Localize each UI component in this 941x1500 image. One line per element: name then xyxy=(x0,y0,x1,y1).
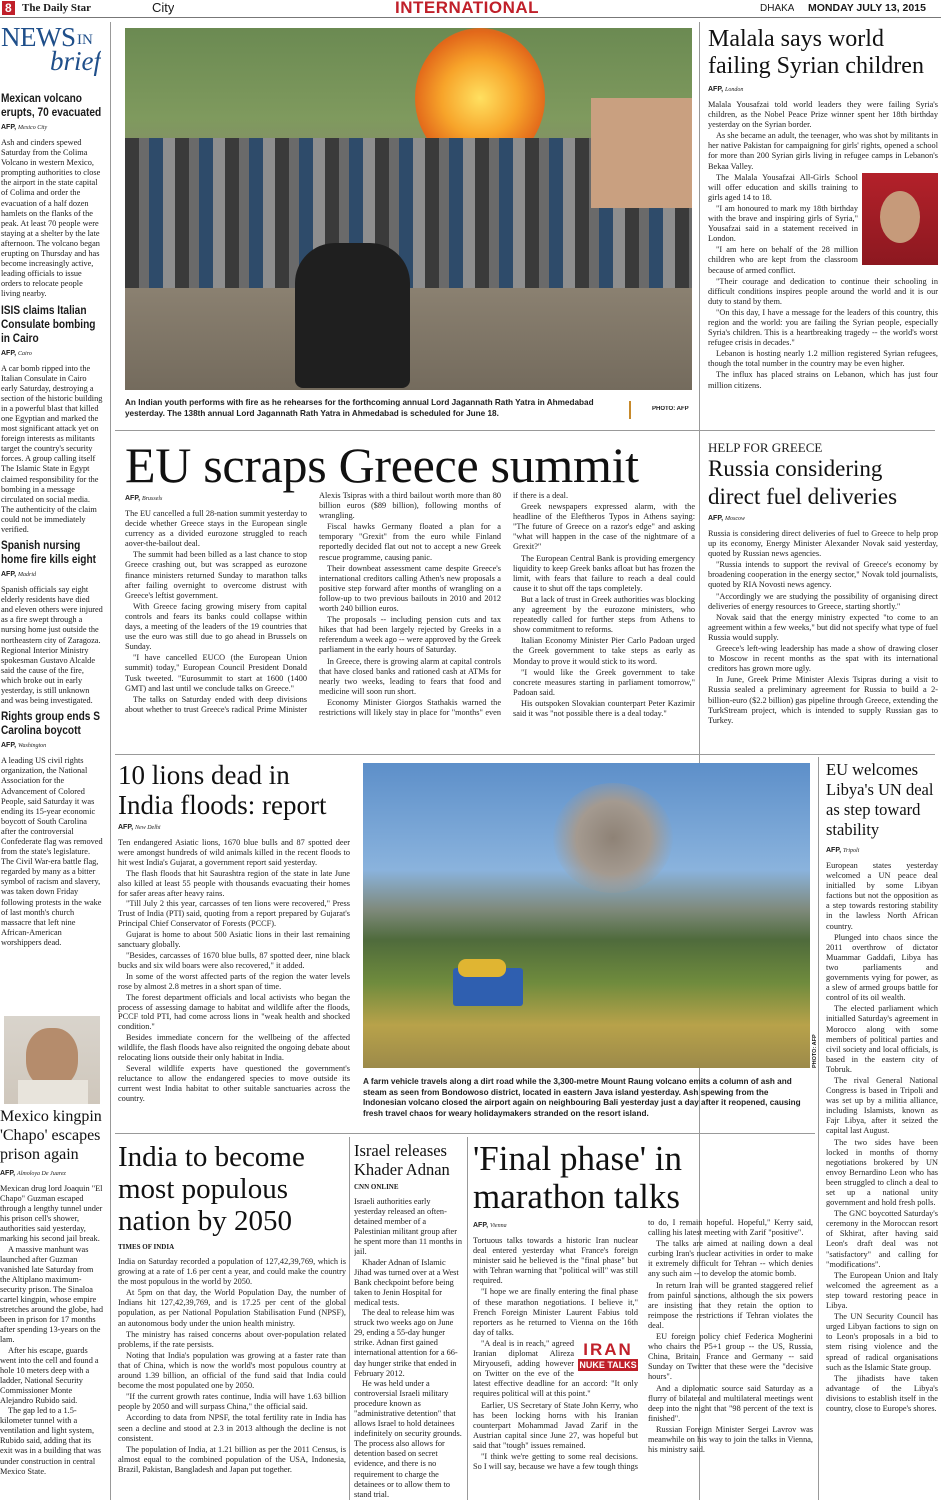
lions-byline: AFP, New Delhi xyxy=(118,824,161,831)
russia-headline: Russia considering direct fuel deliveries xyxy=(708,456,898,509)
photo1-caption: An Indian youth performs with fire as he rehearses for the forthcoming annual Lord Jagannath Rath Yatra in Ahmedabad yesterday. The 138th annual Lord Jagannath Rath Yatra in Ahmedabad is scheduled for June 18. xyxy=(125,398,594,418)
brief-2-headline: ISIS claims Italian Consulate bombing in Cairo xyxy=(1,304,96,345)
volcano-photo xyxy=(363,763,810,1068)
ash-plume xyxy=(553,783,673,893)
iran-headline: 'Final phase' in marathon talks xyxy=(473,1140,682,1216)
russia-byline: AFP, Moscow xyxy=(708,515,746,522)
paper-name: The Daily Star xyxy=(22,2,92,14)
eu-headline: EU scraps Greece summit xyxy=(125,437,639,493)
brief-3-text: Spanish officials say eight elderly residents have died and eleven others were injured as a fire swept through a nursing home just outside the northeastern city of Zaragoza. Regional Interior Ministry spokesman Gustavo Alcalde said the cause of the fire, which broke out in early yesterday, is still unknown and was being investigated. xyxy=(1,585,103,706)
fire-breather-photo xyxy=(125,28,692,390)
iran-byline: AFP, Vienna xyxy=(473,1222,507,1229)
photo2-caption: A farm vehicle travels along a dirt road while the 3,300-metre Mount Raung volcano emits a column of ash and steam as seen from Bondowoso district, located in eastern Java island yesterday. Ash spewing from the Indonesian volcano closed the airport again on neighbouring Bali yesterday just a day after it reopened, causing fresh travel chaos for weary holidaymakers stranded on the resort island. xyxy=(363,1077,801,1118)
brief-4-text: A leading US civil rights organization, the National Association for the Advancement of Colored People, said Saturday it was ending its 15-year economic boycott of South Carolina after the controversial Confederate flag was removed from the state's legislature. The Civil War-era battle flag, regarded by many as a bitter symbol of racism and slavery, was taken down Friday following protests in the wake of last month's church massacre that left nine African-American worshippers dead. xyxy=(1,756,103,947)
page-number: 8 xyxy=(2,1,15,15)
section-title: INTERNATIONAL xyxy=(395,0,540,17)
libya-body: European states yesterday welcomed a UN peace deal initialled by some Libyan factions but not the opposition as a step towards restoring stability in the lawless North African country. Plunged into chaos since the 2011 overthrow of dictator Muammar Gaddafi, Libya has two parliaments and governments vying for power, as a slew of armed groups battle for control of its oil wealth. The elected parliament which initialled Saturday's agreement in Morocco along with some members of political parties and civil society and local officials, is based in the eastern city of Tobruk. The rival General National Congress is based in Tripoli and was set up by a militia alliance, including Islamists, known as Fajr Libya, after it seized the capital last August. The two sides have been locked in months of thorny negotiations brokered by UN envoy Bernardino Leon who has been struggled to clinch a deal to set up a national unity government and hold fresh polls. The GNC boycotted Saturday's ceremony in the Moroccan resort of Skhirat, after having said Leon's draft deal was not "satisfactory" and calling for "modifications". The European Union and Italy welcomed the agreement as a step toward restoring peace in Libya. The UN Security Council has urged Libyan factions to sign on to Leon's proposals in a bid to stem rising violence and the spread of radical organisations such as the Islamic State group. The jihadists have taken advantage of the Libya's divisions to establish itself in the country, close to Europe's shores. xyxy=(826,861,938,1413)
photo2-credit: PHOTO: AFP xyxy=(812,1034,818,1068)
brief-1-byline: AFP, Mexico City xyxy=(1,124,48,131)
malala-body: Malala Yousafzai told world leaders they were failing Syria's children, as the Nobel Peace Prize winner spent her 18th birthday yesterday on the Syrian border. As she became an adult, the teenager, who was shot by militants in her native Pakistan for campaigning for girls' rights, opened a school for more than 200 Syrian girls living in refugee camps in Lebanon's Bekaa Valley. The Malala Yousafzai All-Girls School will offer education and skills training to girls aged 14 to 18. "I am honoured to mark my 18th birthday with the brave and inspiring girls of Syria," Yousafzai said in a statement received in London. "I am here on behalf of the 28 million children who are kept from the classroom because of armed conflict. "Their courage and dedication to continue their schooling in difficult conditions inspires people around the world and it is our duty to stand by them. "On this day, I have a message for the leaders of this country, this region and the world: you are failing the Syrian people, especially Syria's children. This is a heartbreaking tragedy -- the world's worst refugee crisis in decades." Lebanon is hosting nearly 1.2 million registered Syrian refugees, though the total number in the country may be even higher. The influx has placed strains on Lebanon, which has just four million citizens. xyxy=(708,100,938,390)
lions-body: Ten endangered Asiatic lions, 1670 blue bulls and 87 spotted deer were amongst hundreds of wild animals killed in the recent floods to hit west India's Gujarat, a government report said yesterday. The flash floods that hit Saurashtra region of the state in late June also killed at least 55 people with thousands evacuating their homes for safer areas after heavy rains. "Till July 2 this year, carcasses of ten lions were recovered," Press Trust of India (PTI) said, quoting from a report prepared by Gujarat's Principal Chief Conservator of Forests (PCCF). Gujarat is home to about 500 Asiatic lions in their last remaining sanctuary globally. "Besides, carcasses of 1670 blue bulls, 87 spotted deer, nine black bucks and six wild boars were also recovered," it added. In some of the worst affected parts of the region the water levels rose by almost 2.8 metres in a short span of time. The forest department officials and local activists who began the process of assessing damage to habitat and wildlife after the floods, PCCF told PTI, had come across lions in "weak health and shocked condition." Besides immediate concern for the wellbeing of the affected wildlife, the flash floods have also reignited the ongoing debate about relocating lions outside their only habitat in India. Several wildlife experts have questioned the government's reluctance to allow the endangered species to move outside its current west India habitat to other suitable sanctuaries across the country. xyxy=(118,838,350,1103)
malala-story xyxy=(708,26,938,426)
chapo-body: Mexican drug lord Joaquin "El Chapo" Guzman escaped through a lengthy tunnel under his prison cell's shower, authorities said yesterday, marking his second jail break. A massive manhunt was launched after Guzman vanished late Saturday from the Altiplano maximum-security prison. The Sinaloa cartel kingpin, whose empire stretches around the globe, had been in prison for 17 months after spending 13-years on the lam. After his escape, guards went into the cell and found a hole 10 meters deep with a ladder, National Security Commissioner Monte Alejandro Rubido said. The gap led to a 1.5-kilometer tunnel with a ventilation and light system, Rubido said, adding that its exit was in a building that was under construction in central Mexico State. xyxy=(0,1184,103,1476)
india-byline: TIMES OF INDIA xyxy=(118,1243,175,1251)
india-headline: India to become most populous nation by 2050 xyxy=(118,1141,305,1237)
chapo-byline: AFP, Almoloya De Juarez xyxy=(0,1170,66,1177)
lions-headline: 10 lions dead in India floods: report xyxy=(118,760,327,820)
brief-1-text: Ash and cinders spewed Saturday from the Colima Volcano in western Mexico, prompting authorities to close the airport in the state capital of Colima and order the evacuation of a half dozen hamlets on the flanks of the peak. At least 70 people were staying at a shelter by the late afternoon. The volcano began erupting on Thursday and has become increasingly active, leading officials to issue orders to relocate people living nearby. xyxy=(1,138,101,299)
israel-story xyxy=(354,1141,464,1500)
lions-story xyxy=(118,760,350,1130)
russia-body: Russia is considering direct deliveries of fuel to Greece to help prop up its economy, Energy Minister Alexander Novak said yesterday, quoted by Russian news agencies. "Russia intends to support the revival of Greece's economy by broadening cooperation in the energy sector," Novak told journalists, quoted by RIA Novosti news agency. "Accordingly we are studying the possibility of organising direct deliveries of energy resources to Greece, starting shortly." Novak said that the energy ministry expected "to come to an agreement within a few weeks," but did not specify what type of fuel Russia would supply. Greece's left-wing leadership has made a show of drawing closer to Moscow in recent months as the spat with its international creditors has grown more ugly. In June, Greek Prime Minister Alexis Tsipras during a visit to Russia sealed a preliminary agreement for Russia to build a 2-billion-euro ($2.2 billion) gas pipeline through Greece, extending the TurkStream project, which is intended to supply Russian gas to Turkey. xyxy=(708,529,938,725)
brief-3-headline: Spanish nursing home fire kills eight xyxy=(1,540,97,567)
dateline-city: DHAKA xyxy=(760,3,795,14)
brief-2-text: A car bomb ripped into the Italian Consulate in Cairo early Saturday, destroying a section of the historic building in a powerful blast that killed one Egyptian and marked the most significant attack yet on foreign interests as militants target the country's security forces. A group calling itself The Islamic State in Egypt claimed responsibility for the bombing in a message circulated on social media. The authenticity of the claim could not be immediately verified. xyxy=(1,363,103,534)
iran-label: IRAN NUKE TALKS xyxy=(579,1339,637,1370)
performer xyxy=(295,243,410,388)
eu-body: AFP, Brussels The EU cancelled a full 28-nation summit yesterday to decide whether Greece stays in the European single currency as a divided eurozone struggled to reach aover-the-bailout deal. The summit had been billed as a last chance to stop Greece crashing out, but was scrapped as eurozone finance ministers returned Sunday to marathon talks after failing overnight to overcome distrust with Greece's leftist government. With Greece facing growing misery from capital controls and fears its banks could collapse within days, a meeting of the leaders of the 19 countries that use the euro was still due to go ahead in Brussels on Sunday. "I have cancelled EUCO (the European Union summit) today," European Council President Donald Tusk tweeted. "Eurosummit to start at 1600 (1400 GMT) and last until we conclude talks on Greece." The talks on Saturday ended with deep divisions about whether to trust Greece's radical Prime Minister Alexis Tsipras with a third bailout worth more than 80 billion euros ($89 billion), following months of wrangling. Fiscal hawks Germany floated a plan for a temporary "Grexit" from the euro while Finland reportedly decided flat out not to accept a new Greek rescue programme, causing panic. Their downbeat assessment came despite Greece's international creditors calling Athen's new proposals a positive step forward after months of wrangling on a follow-up to two previous bailouts in 2010 and 2012 worth 240 billion euros. The proposals -- including pension cuts and tax hikes that had been largely rejected by Greeks in a referendum a week ago -- were approved by the Greek parliament in the early hours of Saturday. In Greece, there is growing alarm at capital controls that have closed banks and rationed cash at ATMs for nearly two weeks, leading to fears that food and medicine will soon run short. Economy Minister Giorgos Stathakis warned the restrictions will likely stay in place for "months" even if there is a deal. Greek newspapers expressed alarm, with the headline of the Eleftheros Typos in Athens saying: "The future of Greece on a razor's edge" and asking "what will happen in the case of the nightmare of a Grexit?" The European Central Bank is providing emergency liquidity to keep Greek banks afloat but has frozen the limit, with fears that failure to reach a deal could cause it to shut off the taps completely. But a lack of trust in Greek authorities was blocking any agreement by the eurozone ministers, who repeatedly called for further steps from Athens to show commitment to reforms. Italian Economy Minister Pier Carlo Padoan urged the Greek government to take steps as early as Monday to prove it would stick to its word. "I would like the Greek government to take concrete measures starting in parliament tomorrow," Padoan said. His outspoken Slovakian counterpart Peter Kazimir said it was "not possible there is a deal today." xyxy=(125,491,695,718)
brief-3-byline: AFP, Madrid xyxy=(1,571,37,579)
chapo-photo xyxy=(4,1016,100,1104)
eu-story xyxy=(125,437,695,755)
brief-4-byline: AFP, Washington xyxy=(1,742,47,750)
page-header xyxy=(0,0,941,18)
eu-byline: AFP, Brussels xyxy=(125,495,163,502)
brief-4-headline: Rights group ends S Carolina boycott xyxy=(1,711,100,738)
libya-story xyxy=(826,760,938,1500)
brief-news: NEWS xyxy=(1,22,76,52)
chapo-headline: Mexico kingpin 'Chapo' escapes prison again xyxy=(0,1108,102,1163)
section-name: City xyxy=(152,0,175,15)
tent xyxy=(591,98,692,208)
israel-headline: Israel releases Khader Adnan xyxy=(354,1141,450,1179)
russia-kicker: HELP FOR GREECE xyxy=(708,440,823,455)
malala-photo xyxy=(862,173,938,265)
truck-load xyxy=(458,959,506,977)
photo1-credit: PHOTO: AFP xyxy=(652,406,689,412)
brief-in: IN xyxy=(77,32,93,48)
malala-headline: Malala says world failing Syrian children xyxy=(708,26,924,79)
libya-byline: AFP, Tripoli xyxy=(826,847,860,854)
israel-body: Israeli authorities early yesterday released an often-detained member of a Palestinian militant group after he spent more than 11 months in jail. Khader Adnan of Islamic Jihad was turned over at a West Bank checkpoint before being taken to Jenin Hospital for medical tests. The deal to release him was struck two weeks ago on June 29, ending a 55-day hunger strike. Adnan first gained international attention for a 66-day hunger strike that ended in February 2012. He was held under a controversial Israeli military procedure known as "administrative detention" that allows Israel to hold detainees indefinitely on security grounds. The process also allows for detention based on secret evidence, and there is no requirement to charge the detainees or to allow them to stand trial. xyxy=(354,1197,462,1499)
iran-body: AFP, Vienna Tortuous talks towards a historic Iran nuclear deal entered yesterday what France's foreign minister said he believed is the "final phase" but with Tehran warning that "political will" was still required. "I hope we are finally entering the final phase of these marathon negotiations. I believe it," French Foreign Minister Laurent Fabius told reporters as he returned to Vienna on the 16th day of talks. IRAN NUKE TALKS "A deal is in reach," agreed Iranian diplomat Alireza Miryousefi, adding however on Twitter on the eve of the latest effective deadline for an accord: "It only requires political will at this point." Earlier, US Secretary of State John Kerry, who has been locking horns with his Iranian counterpart Mohammad Javad Zarif in the Austrian capital since June 27, was hopeful but said that "tough" issues remained. "I think we're getting to some real decisions. So I will say, because we have a few tough things to do, I remain hopeful. Hopeful," Kerry said, calling his latest meeting with Zarif "positive". The talks are aimed at nailing down a deal curbing Iran's nuclear activities in order to make it extremely difficult for Tehran -- which denies any such aim -- to develop the atomic bomb. In return Iran will be granted staggered relief from painful sanctions, although the six powers are insisting that they retain the option to reimpose the restrictions if Tehran violates the deal. EU foreign policy chief Federica Mogherini who chairs the P5+1 group -- the US, Russia, China, Britain, France and Germany -- said Sunday on Twitter that these were the "decisive hours". And a diplomatic source said Saturday as a flurry of bilateral and multilateral meetings went deep into the night that "98 percent of the text is finished". Russian Foreign Minister Sergei Lavrov was meanwhile on his way to join the talks in Vienna, his ministry said. xyxy=(473,1218,813,1472)
russia-story xyxy=(708,440,938,750)
brief-2-byline: AFP, Cairo xyxy=(1,349,32,357)
india-story xyxy=(118,1141,346,1500)
india-body: India on Saturday recorded a population of 127,42,39,769, which is growing at a rate of 1.6 per cent a year, and could make the country the most populous in the world by 2050. At 5pm on that day, the World Population Day, the number of Indians hit 127,42,39,769, and is 17.25 per cent of the global population, as per National Population Stabilisation Fund (NPSF), an autonomous body under the union health ministry. The ministry has raised concerns about over-population related problems, if the rate persists. Noting that India's population was growing at a faster rate than that of China, which is now the world's most populous country at around 1.39 billion, an official of the fund said that India could become the most populated one by 2050. "If the current growth rates continue, India will have 1.63 billion people by 2050 and will surpass China," the official said. According to data from NPSF, the total fertility rate in India has seen a decline and stood at 2.3 in 2013 although the decline is not consistent. The population of India, at 1.21 billion as per the 2011 Census, is almost equal to the combined population of the USA, Indonesia, Brazil, Pakistan, Bangladesh and Japan put together. xyxy=(118,1257,346,1474)
iran-story xyxy=(473,1140,813,1500)
news-in-brief xyxy=(0,22,105,1027)
caption-accent xyxy=(629,401,631,419)
dateline-date: MONDAY JULY 13, 2015 xyxy=(808,2,926,14)
malala-byline: AFP, London xyxy=(708,86,744,93)
libya-headline: EU welcomes Libya's UN deal as step toward stability xyxy=(826,760,934,839)
chapo-story xyxy=(0,1107,106,1500)
brief-nameplate xyxy=(0,22,105,82)
brief-1-headline: Mexican volcano erupts, 70 evacuated xyxy=(1,93,102,119)
brief-word: brief xyxy=(50,46,101,76)
israel-byline: CNN ONLINE xyxy=(354,1183,399,1191)
